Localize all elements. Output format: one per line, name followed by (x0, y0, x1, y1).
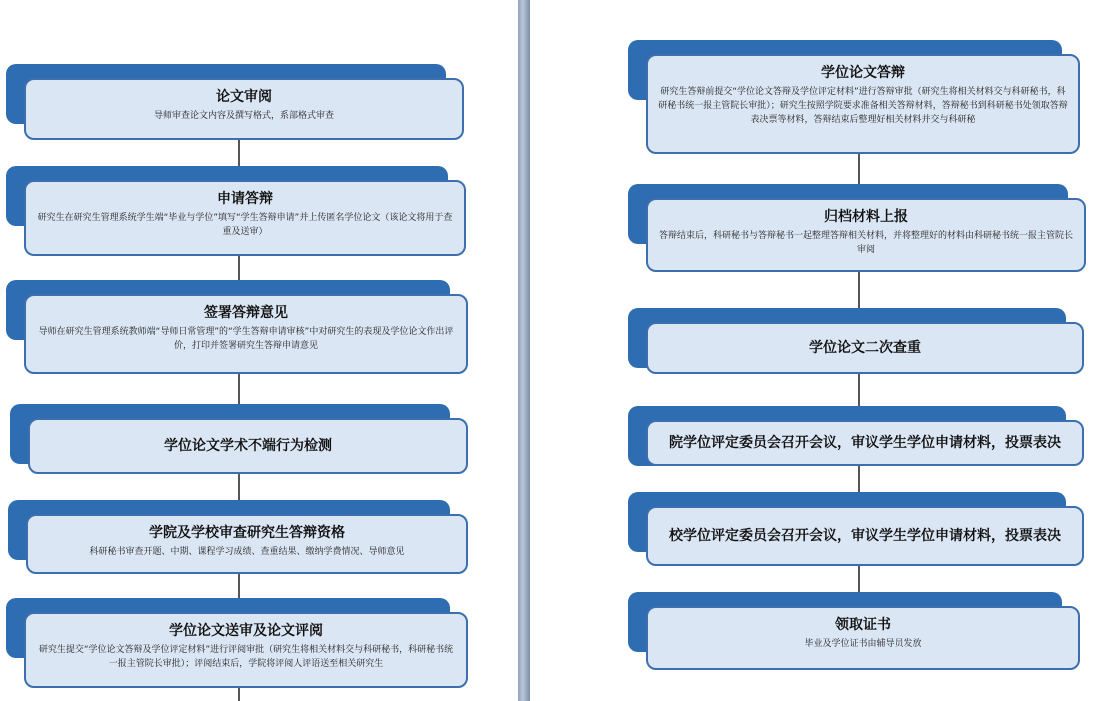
step-box (646, 198, 1086, 272)
page-divider (518, 0, 530, 701)
step-box (646, 606, 1080, 670)
step-box (26, 514, 468, 574)
step-desc: 导师审查论文内容及撰写格式，系部格式审查 (153, 111, 334, 121)
flow-step-collect-certificate (628, 592, 1080, 670)
flow-step-defense-application (6, 166, 466, 256)
left-page (0, 0, 518, 701)
step-desc: 毕业及学位证书由辅导员发放 (804, 639, 922, 649)
flow-step-sign-defense-opinion (6, 280, 468, 374)
flow-step-university-committee-vote (628, 492, 1084, 566)
step-box (646, 420, 1084, 466)
step-box (24, 78, 464, 140)
step-title: 校学位评定委员会召开会议，审议学生学位申请材料，投票表决 (669, 528, 1061, 544)
step-desc: 科研秘书审查开题、中期、课程学习成绩、查重结果、缴纳学费情况、导师意见 (89, 547, 405, 557)
step-title: 学位论文二次查重 (809, 340, 921, 356)
step-desc: 研究生在研究生管理系统学生端“毕业与学位”填写“学生答辩申请”并上传匿名学位论文（该论文将用于查重及送审） (37, 213, 453, 237)
step-box (646, 54, 1080, 154)
step-desc: 研究生提交“学位论文答辩及学位评定材料”进行评阅审批（研究生将相关材料交与科研秘书，科研秘书统一报主管院长审批）；评阅结束后，学院将评阅人评语送至相关研究生 (38, 645, 454, 669)
flow-step-eligibility-review (8, 500, 468, 574)
flow-step-misconduct-check (10, 404, 468, 474)
flow-step-second-plagiarism-check (628, 308, 1084, 374)
flow-step-paper-review (6, 64, 464, 140)
flow-step-college-committee-vote (628, 406, 1084, 466)
step-desc: 研究生答辩前提交“学位论文答辩及学位评定材料”进行答辩审批（研究生将相关材料交与科研秘书，科研秘书统一报主管院长审批）；研究生按照学院要求准备相关答辩材料，答辩秘书到科研秘书处领取答辩表决票等材料，答辩结束后整理好相关材料并交与科研秘 (658, 87, 1068, 125)
step-title: 论文审阅 (216, 89, 272, 105)
step-desc: 导师在研究生管理系统教师端“导师日常管理”的“学生答辩申请审核”中对研究生的表现及学位论文作出评价，打印并签署研究生答辩申请意见 (38, 327, 454, 351)
step-box (28, 418, 468, 474)
connector (238, 688, 240, 701)
step-desc: 答辩结束后，科研秘书与答辩秘书一起整理答辩相关材料，并将整理好的材料由科研秘书统一报主管院长审阅 (658, 231, 1073, 255)
flow-step-thesis-defense (628, 40, 1080, 154)
step-title: 申请答辩 (217, 191, 273, 207)
step-title: 签署答辩意见 (204, 305, 288, 321)
step-title: 领取证书 (835, 617, 891, 633)
step-box (24, 294, 468, 374)
step-box (646, 322, 1084, 374)
step-title: 学位论文答辩 (821, 65, 905, 81)
step-title: 学院及学校审查研究生答辩资格 (149, 525, 345, 541)
step-box (24, 612, 468, 688)
step-title: 院学位评定委员会召开会议，审议学生学位申请材料，投票表决 (669, 435, 1061, 451)
step-box (646, 506, 1084, 566)
step-title: 归档材料上报 (824, 209, 908, 225)
right-page (530, 0, 1098, 701)
flow-step-external-review (6, 598, 468, 688)
step-box (24, 180, 466, 256)
flow-step-archive-submission (628, 184, 1086, 272)
step-title: 学位论文送审及论文评阅 (169, 623, 323, 639)
step-title: 学位论文学术不端行为检测 (164, 438, 332, 454)
